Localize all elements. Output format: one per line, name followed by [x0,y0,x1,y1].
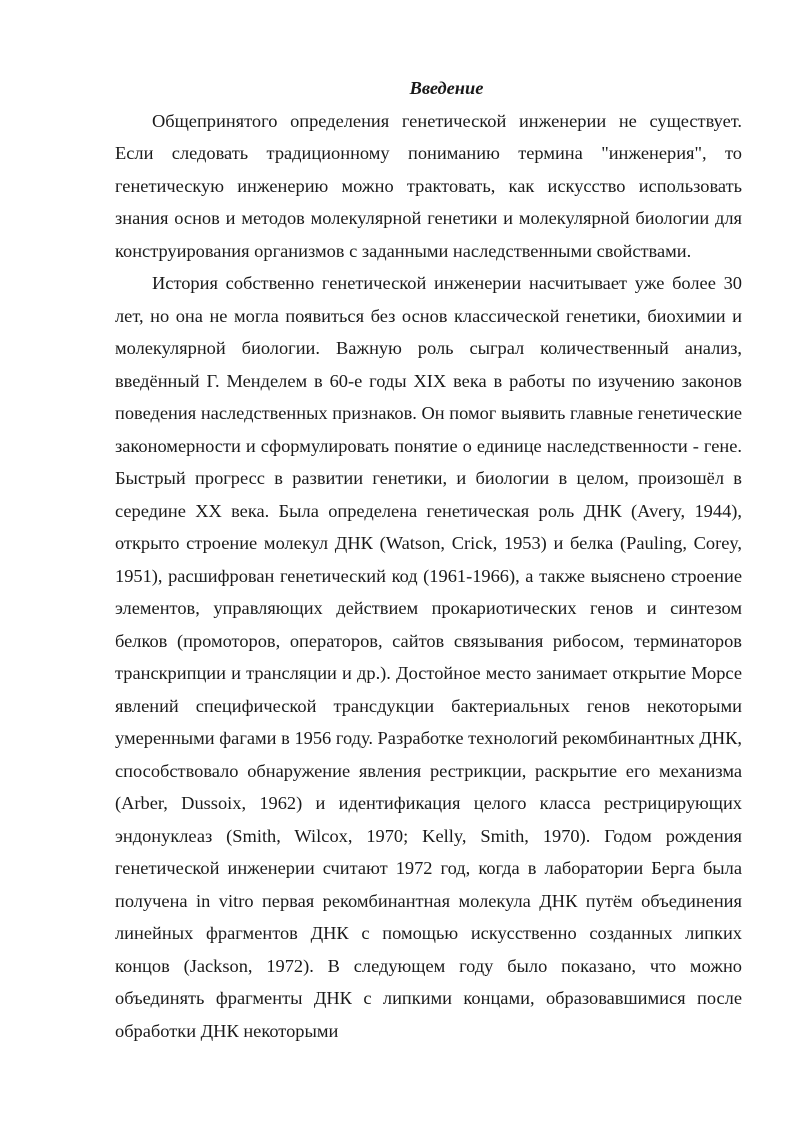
document-body [115,72,742,1047]
paragraph-definition: Общепринятого определения генетической инженерии не существует. Если следовать традиционному пониманию термина "инженерия", то генетическую инженерию можно трактовать, как искусство использовать знания основ и методов молекулярной генетики и молекулярной биологии для конструирования организмов с заданными наследственными свойствами. [115,110,742,261]
section-title: Введение [409,78,484,98]
paragraph-history: История собственно генетической инженерии насчитывает уже более 30 лет, но она не могла появиться без основ классической генетики, биохимии и молекулярной биологии. Важную роль сыграл количественный анализ, введённый Г. Менделем в 60-е годы XIX века в работы по изучению законов поведения наследственных признаков. Он помог выявить главные генетические закономерности и сформулировать понятие о единице наследственности - гене. Быстрый прогресс в развитии генетики, и биологии в целом, произошёл в середине XX века. Была определена генетическая роль ДНК (Avery, 1944), открыто строение молекул ДНК (Watson, Crick, 1953) и белка (Pauling, Corey, 1951), расшифрован генетический код (1961-1966), а также выяснено строение элементов, управляющих действием прокариотических генов и синтезом белков (промоторов, операторов, сайтов связывания рибосом, терминаторов транскрипции и трансляции и др.). Достойное место занимает открытие Морсе явлений специфической трансдукции бактериальных генов некоторыми умеренными фагами в 1956 году. Разработке технологий рекомбинантных ДНК, способствовало обнаружение явления рестрикции, раскрытие его механизма (Arber, Dussoix, 1962) и идентификация целого класса рестрицирующих эндонуклеаз (Smith, Wilcox, 1970; Kelly, Smith, 1970). Годом рождения генетической инженерии считают 1972 год, когда в лаборатории Берга была получена in vitro первая рекомбинантная молекула ДНК путём объединения линейных фрагментов ДНК с помощью искусственно созданных липких концов (Jackson, 1972). В следующем году было показано, что можно объединять фрагменты ДНК с липкими концами, образовавшимися после обработки ДНК некоторыми [115,273,742,1041]
